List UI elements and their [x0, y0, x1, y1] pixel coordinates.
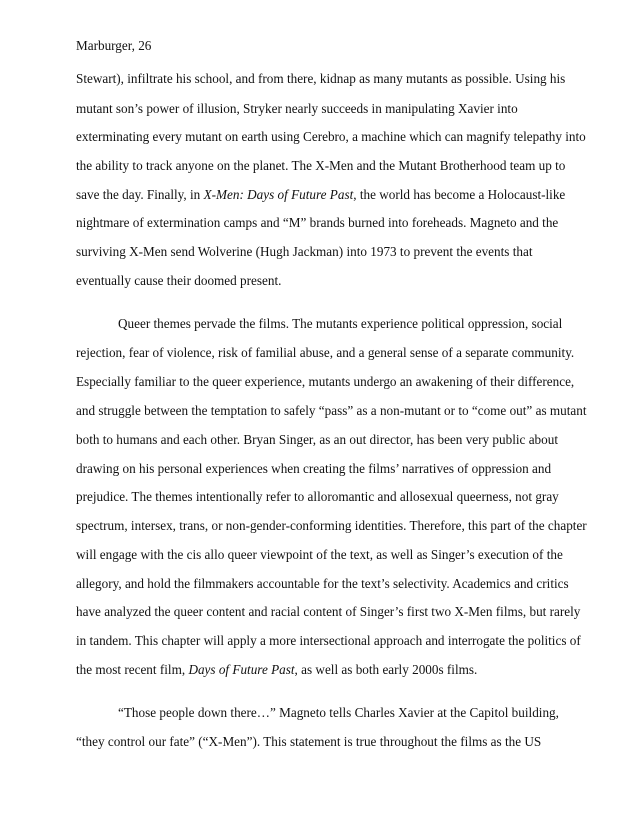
running-head: Marburger, 26: [76, 38, 152, 53]
paragraph-start: “Those people down there…” Magneto tells Charles Xavier at the Capitol building,: [118, 705, 559, 720]
body-line: and struggle between the temptation to safely “pass” as a non-mutant or to “come out” as mutant: [76, 403, 587, 418]
body-line: rejection, fear of violence, risk of familial abuse, and a general sense of a separate community.: [76, 345, 575, 360]
body-line: spectrum, intersex, trans, or non-gender-conforming identities. Therefore, this part of the chapter: [76, 518, 587, 533]
body-line: surviving X-Men send Wolverine (Hugh Jackman) into 1973 to prevent the events that: [76, 244, 533, 259]
paragraph-start: Queer themes pervade the films. The mutants experience political oppression, social: [118, 316, 563, 331]
body-line: “they control our fate” (“X-Men”). This statement is true throughout the films as the US: [76, 734, 542, 749]
body-line: eventually cause their doomed present.: [76, 273, 282, 288]
film-title: Days of Future Past: [188, 662, 295, 677]
body-line: the most recent film, Days of Future Past, as well as both early 2000s films.: [76, 662, 478, 677]
body-line: will engage with the cis allo queer viewpoint of the text, as well as Singer’s execution of the: [76, 547, 563, 562]
body-line: Stewart), infiltrate his school, and from there, kidnap as many mutants as possible. Using his: [76, 71, 566, 86]
body-line: drawing on his personal experiences when creating the films’ narratives of oppression and: [76, 461, 552, 476]
body-line: have analyzed the queer content and racial content of Singer’s first two X-Men films, but rarely: [76, 604, 581, 619]
body-line: mutant son’s power of illusion, Stryker nearly succeeds in manipulating Xavier into: [76, 101, 518, 116]
body-line: exterminating every mutant on earth using Cerebro, a machine which can magnify telepathy into: [76, 129, 586, 144]
body-line: the ability to track anyone on the planet. The X-Men and the Mutant Brotherhood team up to: [76, 158, 566, 173]
body-line: Especially familiar to the queer experience, mutants undergo an awakening of their difference,: [76, 374, 575, 389]
body-line: both to humans and each other. Bryan Singer, as an out director, has been very public about: [76, 432, 558, 447]
body-line: prejudice. The themes intentionally refer to alloromantic and allosexual queerness, not gray: [76, 489, 559, 504]
film-title: X-Men: Days of Future Past: [203, 187, 354, 202]
body-line: save the day. Finally, in X-Men: Days of Future Past, the world has become a Holocaust-like: [76, 187, 566, 202]
body-line: allegory, and hold the filmmakers accountable for the text’s selectivity. Academics and critics: [76, 576, 569, 591]
body-line: in tandem. This chapter will apply a more intersectional approach and interrogate the politics of: [76, 633, 581, 648]
body-line: nightmare of extermination camps and “M” brands burned into foreheads. Magneto and the: [76, 215, 559, 230]
